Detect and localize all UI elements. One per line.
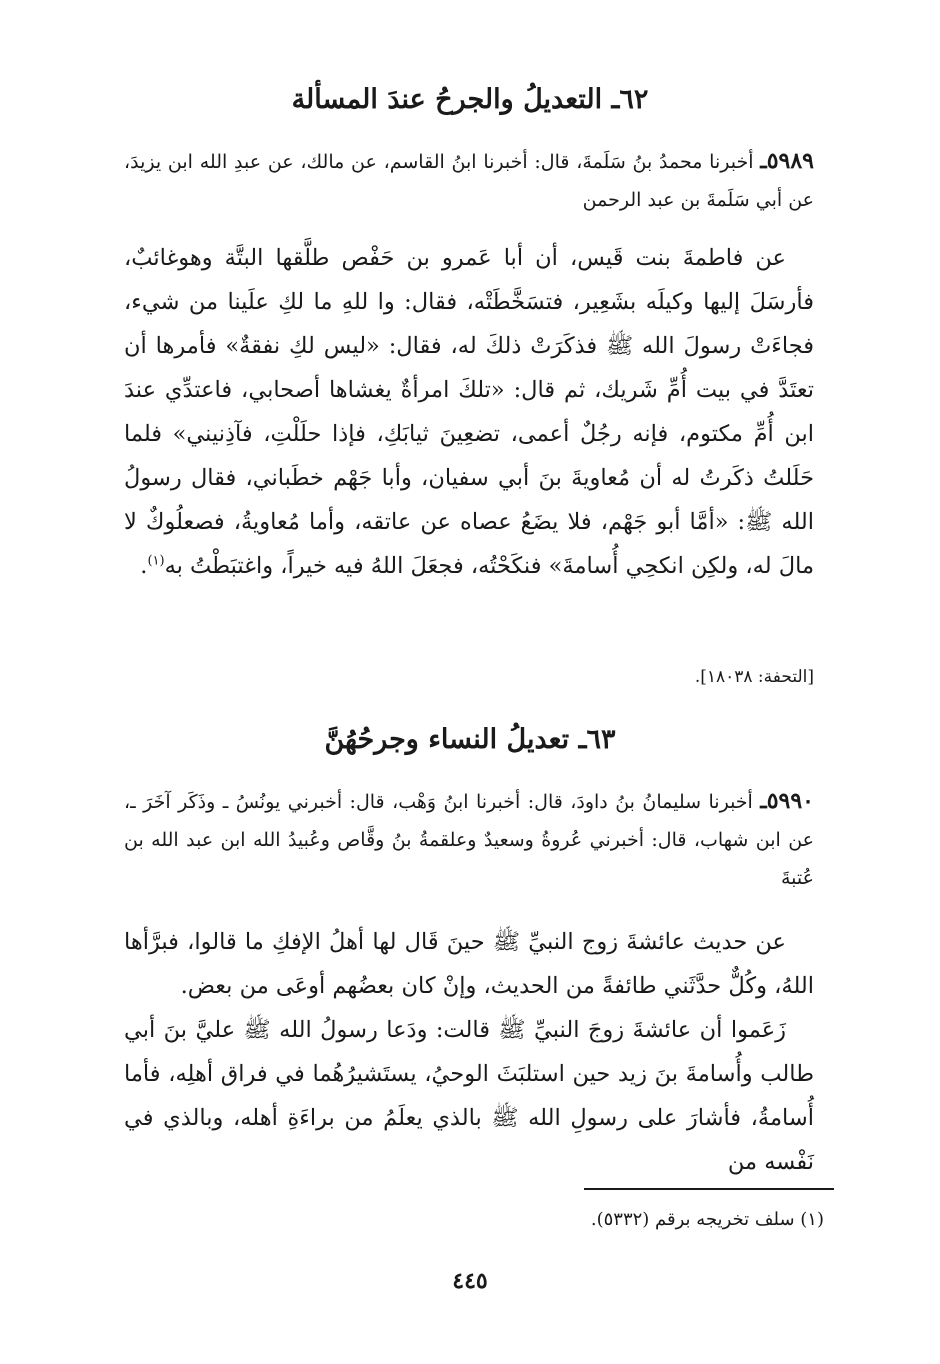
- chapter-62-title: ٦٢ـ التعديلُ والجرحُ عندَ المسألة: [291, 84, 649, 115]
- footnote-marker: (١): [147, 553, 165, 569]
- hadith-5989-reference: [التحفة: ١٨٠٣٨].: [694, 667, 814, 687]
- footnote-1: [134, 1205, 824, 1235]
- footnote-1-text: سلف تخريجه برقم (٥٣٣٢).: [590, 1209, 795, 1230]
- hadith-5989-number: ٥٩٨٩ـ: [760, 148, 814, 174]
- hadith-5990-isnad: [124, 782, 814, 897]
- page-number: ٤٤٥: [452, 1268, 488, 1294]
- hadith-5989-matn-text: عن فاطمةَ بنت قَيس، أن أبا عَمرو بن حَفْص طلَّقها البتَّة وهوغائبٌ، فأرسَلَ إليها وكيلَه بشَعِير، فتسَخَّطَتْه، فقال: وا للهِ ما لكِ علَينا من شيء، فجاءَتْ رسولَ الله ﷺ فذكَرَتْ ذلكَ له، فقال: «ليس لكِ نفقةٌ» فأمرها أن تعتَدَّ في بيت أُمِّ شَريك، ثم قال: «تلكَ امرأةٌ يغشاها أصحابي، فاعتدِّي عندَ ابن أُمِّ مكتوم، فإنه رجُلٌ أعمى، تضعِينَ ثيابَكِ، فإذا حلَلْتِ، فآذِنيني» فلما حَلَلتُ ذكَرتُ له أن مُعاويةَ بنَ أبي سفيان، وأبا جَهْم خطَباني، فقال رسولُ الله ﷺ: «أمَّا أبو جَهْم، فلا يضَعُ عصاه عن عاتقه، وأما مُعاويةُ، فصعلُوكٌ لا مالَ له، ولكِن انكحِي أُسامةَ» فنكَحْتُه، فجعَلَ اللهُ فيه خيراً، واغتبَطْتُ به: [124, 245, 814, 579]
- footnote-separator: [584, 1188, 834, 1190]
- hadith-5989-matn-end: .: [140, 553, 148, 579]
- hadith-5989-isnad-text: أخبرنا محمدُ بنُ سَلَمةَ، قال: أخبرنا ابنُ القاسم، عن مالك، عن عبدِ الله ابن يزيدَ، عن أبي سَلَمةَ بن عبد الرحمن: [124, 151, 814, 211]
- chapter-63-title: ٦٣ـ تعديلُ النساء وجرحُهُنَّ: [324, 724, 616, 755]
- hadith-5989-matn: [124, 236, 814, 588]
- hadith-5990-number: ٥٩٩٠ـ: [760, 788, 814, 814]
- footnote-1-marker: (١): [800, 1209, 824, 1230]
- hadith-5990-matn-paragraph-1: عن حديث عائشةَ زوج النبيِّ ﷺ حينَ قَال لها أهلُ الإفكِ ما قالوا، فبرَّأها اللهُ، وكُلٌّ حدَّثَني طائفةً من الحديث، وإنْ كان بعضُهم أوعَى من بعض.: [124, 929, 814, 999]
- hadith-5990-isnad-text: أخبرنا سليمانُ بنُ داودَ، قال: أخبرنا ابنُ وَهْب، قال: أخبرني يونُسُ ـ وذَكَر آخَرَ ـ، عن ابن شهاب، قال: أخبرني عُروةُ وسعيدٌ وعلقمةُ بنُ وقَّاص وعُبيدُ الله ابن عبد الله بن عُتبةَ: [124, 791, 814, 889]
- hadith-5990-matn: [124, 920, 814, 1184]
- hadith-5990-matn-paragraph-2: زَعَموا أن عائشةَ زوجَ النبيِّ ﷺ قالت: ودَعا رسولُ الله ﷺ عليَّ بنَ أبي طالب وأُسامةَ بنَ زيد حين استلبَثَ الوحيُ، يستَشيرُهُما في فراق أهلِه، فأما أُسامةُ، فأشارَ على رسولِ الله ﷺ بالذي يعلَمُ من براءَةِ أهله، وبالذي في نَفْسه من: [124, 1017, 814, 1175]
- hadith-5989-isnad: [124, 142, 814, 219]
